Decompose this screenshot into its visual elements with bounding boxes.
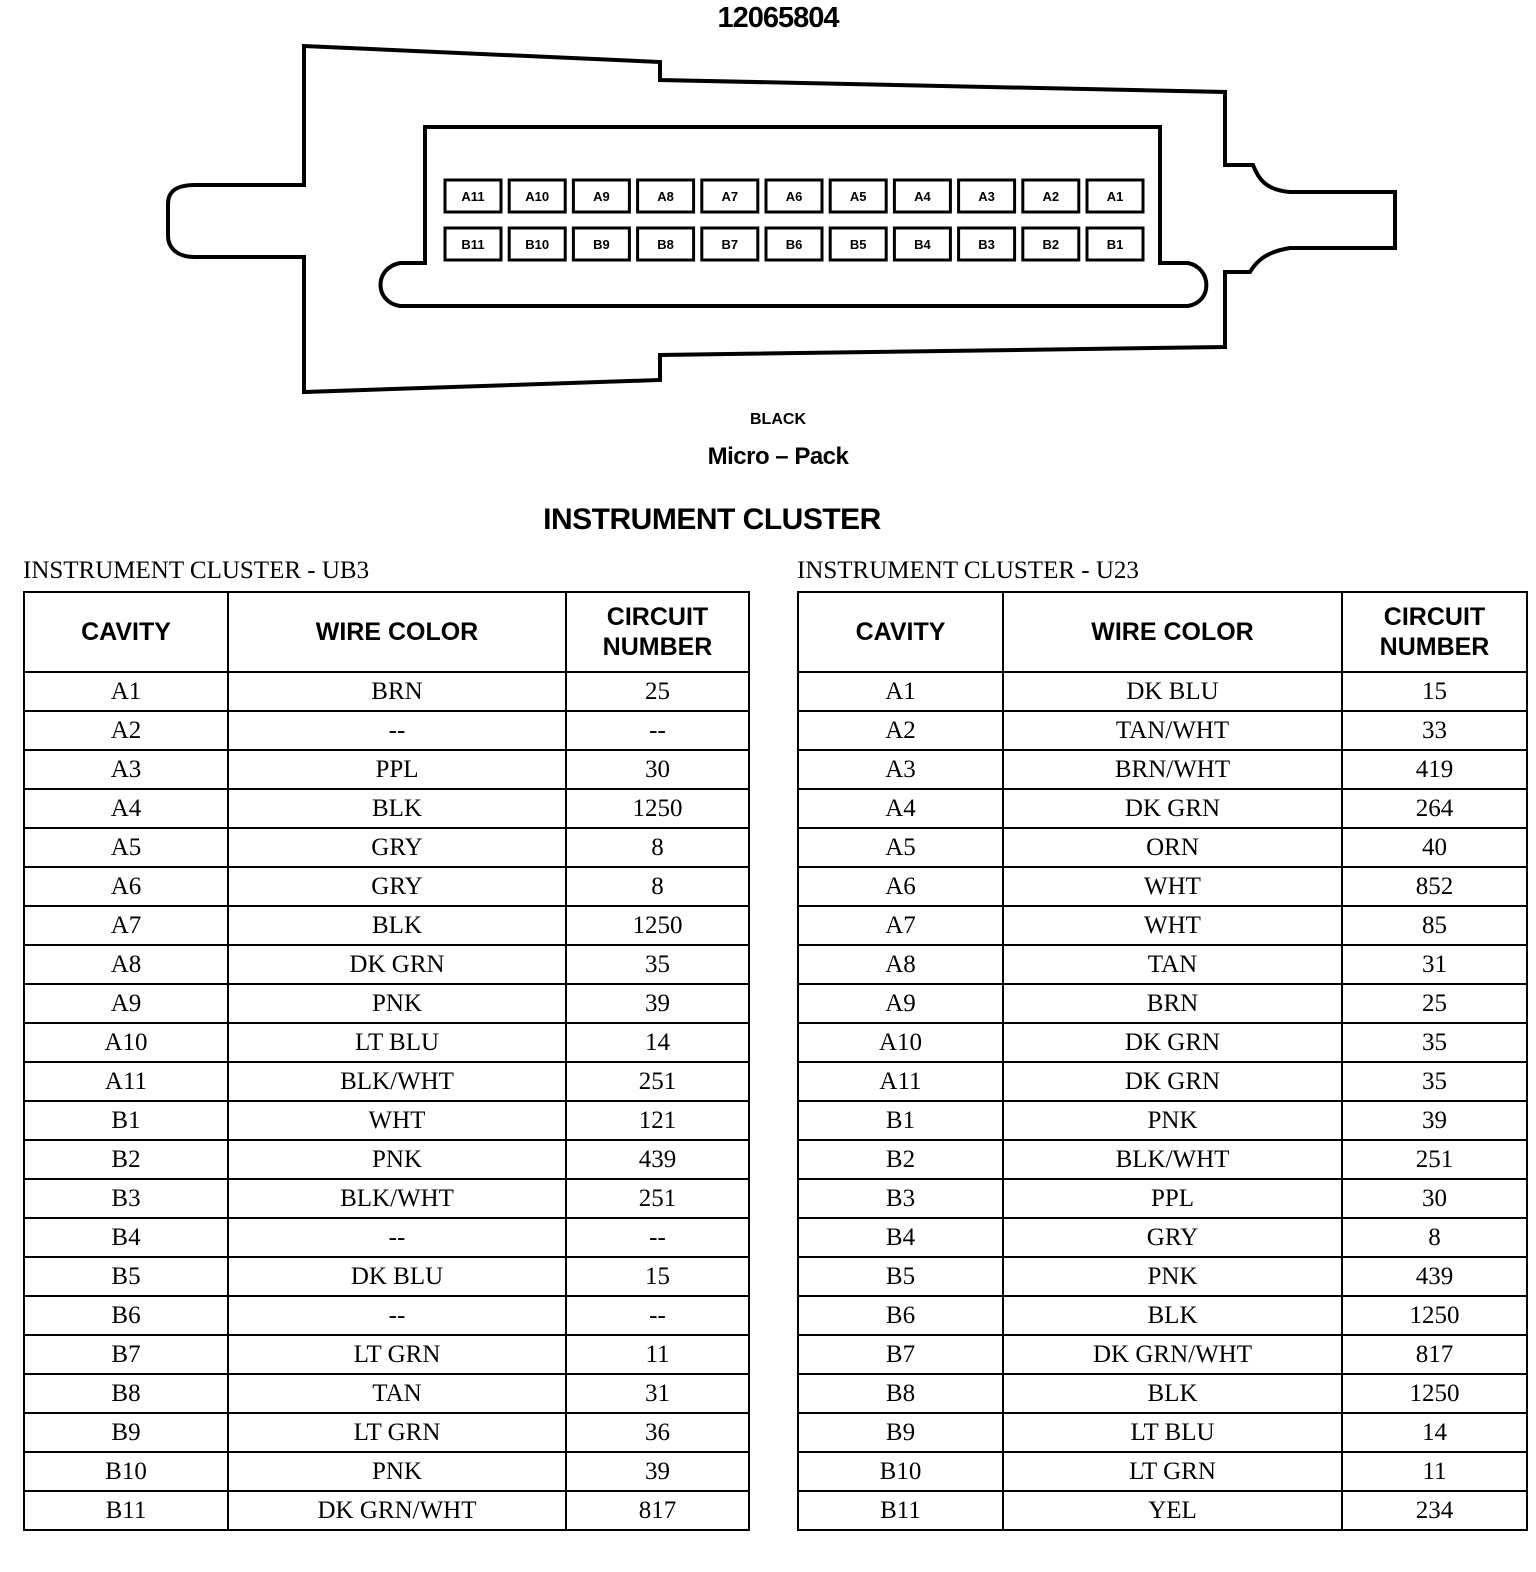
table-row — [798, 945, 1527, 984]
cavity-cell: B10 — [798, 1452, 1003, 1491]
circuit-number-cell: 30 — [566, 750, 749, 789]
pinout-table-ub3 — [23, 591, 750, 1531]
circuit-number-cell: 8 — [1342, 1218, 1527, 1257]
pin-label: B8 — [657, 237, 674, 252]
wire-color-cell: DK GRN/WHT — [228, 1491, 566, 1530]
wire-color-cell: PNK — [228, 1452, 566, 1491]
connector-color: BLACK — [750, 411, 806, 428]
cavity-cell: B6 — [24, 1296, 228, 1335]
cavity-cell: B8 — [24, 1374, 228, 1413]
cavity-cell: A4 — [798, 789, 1003, 828]
wire-color-cell: -- — [228, 1218, 566, 1257]
cavity-cell: A9 — [798, 984, 1003, 1023]
cavity-cell: B2 — [24, 1140, 228, 1179]
table-row — [24, 984, 749, 1023]
table-row — [798, 711, 1527, 750]
table-row — [798, 984, 1527, 1023]
cavity-cell: A6 — [798, 867, 1003, 906]
table-row — [798, 1296, 1527, 1335]
circuit-number-cell: 35 — [1342, 1023, 1527, 1062]
part-number: 12065804 — [717, 2, 839, 34]
wire-color-cell: GRY — [228, 867, 566, 906]
header-cavity: CAVITY — [798, 592, 1003, 672]
table-row — [24, 1179, 749, 1218]
table-row — [798, 1374, 1527, 1413]
pin-label: B1 — [1106, 237, 1124, 252]
wire-color-cell: DK GRN/WHT — [1003, 1335, 1342, 1374]
table-row — [798, 1140, 1527, 1179]
table-row — [24, 1374, 749, 1413]
wire-color-cell: PPL — [228, 750, 566, 789]
wire-color-cell: BLK — [228, 789, 566, 828]
wire-color-cell: BLK/WHT — [228, 1179, 566, 1218]
table-row — [798, 1452, 1527, 1491]
pin-label: A5 — [849, 189, 867, 204]
connector-cavity — [381, 127, 1207, 306]
wire-color-cell: PNK — [1003, 1101, 1342, 1140]
cavity-cell: A7 — [798, 906, 1003, 945]
pin-label: A11 — [461, 189, 485, 204]
cavity-cell: B11 — [798, 1491, 1003, 1530]
connector-type: Micro – Pack — [707, 443, 849, 470]
wire-color-cell: -- — [228, 1296, 566, 1335]
header-wire-color: WIRE COLOR — [228, 592, 566, 672]
circuit-number-cell: 14 — [566, 1023, 749, 1062]
wire-color-cell: LT BLU — [228, 1023, 566, 1062]
cavity-cell: A10 — [24, 1023, 228, 1062]
wire-color-cell: TAN — [1003, 945, 1342, 984]
cavity-cell: A10 — [798, 1023, 1003, 1062]
header-wire-color: WIRE COLOR — [1003, 592, 1342, 672]
circuit-number-cell: 33 — [1342, 711, 1527, 750]
circuit-number-cell: -- — [566, 1296, 749, 1335]
table-row — [798, 867, 1527, 906]
wire-color-cell: GRY — [228, 828, 566, 867]
pin-label: B4 — [914, 237, 931, 252]
circuit-number-cell: 30 — [1342, 1179, 1527, 1218]
header-circuit-number: CIRCUIT NUMBER — [566, 592, 749, 672]
wire-color-cell: PNK — [228, 984, 566, 1023]
cavity-cell: B11 — [24, 1491, 228, 1530]
cavity-cell: A4 — [24, 789, 228, 828]
circuit-number-cell: 852 — [1342, 867, 1527, 906]
wire-color-cell: -- — [228, 711, 566, 750]
table-row — [24, 789, 749, 828]
circuit-number-cell: 25 — [566, 672, 749, 711]
pin-label: A6 — [785, 189, 803, 204]
circuit-number-cell: 251 — [1342, 1140, 1527, 1179]
circuit-number-cell: 15 — [566, 1257, 749, 1296]
cavity-cell: B6 — [798, 1296, 1003, 1335]
pin-label: A3 — [978, 189, 995, 204]
cavity-cell: A8 — [24, 945, 228, 984]
circuit-number-cell: 40 — [1342, 828, 1527, 867]
cavity-cell: B1 — [798, 1101, 1003, 1140]
table-row — [798, 1179, 1527, 1218]
wire-color-cell: LT GRN — [1003, 1452, 1342, 1491]
circuit-number-cell: 39 — [566, 984, 749, 1023]
circuit-number-cell: 11 — [1342, 1452, 1527, 1491]
table-row — [24, 750, 749, 789]
cavity-cell: A7 — [24, 906, 228, 945]
cavity-cell: A11 — [24, 1062, 228, 1101]
wire-color-cell: DK GRN — [228, 945, 566, 984]
pin-label: B11 — [461, 237, 485, 252]
table-row — [24, 672, 749, 711]
table-row — [24, 1335, 749, 1374]
table-row — [24, 1023, 749, 1062]
table-header-row — [798, 592, 1527, 672]
circuit-number-cell: 234 — [1342, 1491, 1527, 1530]
cavity-cell: A2 — [24, 711, 228, 750]
table-row — [798, 1335, 1527, 1374]
circuit-number-cell: 35 — [566, 945, 749, 984]
circuit-number-cell: 1250 — [566, 906, 749, 945]
cavity-cell: B4 — [798, 1218, 1003, 1257]
cavity-cell: A3 — [798, 750, 1003, 789]
cavity-cell: B1 — [24, 1101, 228, 1140]
wire-color-cell: PNK — [1003, 1257, 1342, 1296]
cavity-cell: B3 — [798, 1179, 1003, 1218]
circuit-number-cell: 35 — [1342, 1062, 1527, 1101]
table-row — [24, 1491, 749, 1530]
circuit-number-cell: 1250 — [566, 789, 749, 828]
cavity-cell: A1 — [24, 672, 228, 711]
table-title-ub3: INSTRUMENT CLUSTER - UB3 — [23, 557, 370, 584]
wire-color-cell: BLK — [1003, 1374, 1342, 1413]
cavity-cell: B5 — [24, 1257, 228, 1296]
wire-color-cell: TAN/WHT — [1003, 711, 1342, 750]
circuit-number-cell: 15 — [1342, 672, 1527, 711]
circuit-number-cell: 439 — [566, 1140, 749, 1179]
cavity-cell: B8 — [798, 1374, 1003, 1413]
table-row — [798, 1491, 1527, 1530]
pin-label: A2 — [1042, 189, 1060, 204]
header-circuit-number: CIRCUIT NUMBER — [1342, 592, 1527, 672]
connector-diagram — [0, 0, 1536, 410]
wire-color-cell: YEL — [1003, 1491, 1342, 1530]
wire-color-cell: TAN — [228, 1374, 566, 1413]
pin-label: A1 — [1106, 189, 1124, 204]
table-row — [24, 945, 749, 984]
wire-color-cell: LT GRN — [228, 1413, 566, 1452]
wire-color-cell: DK GRN — [1003, 789, 1342, 828]
cavity-cell: B2 — [798, 1140, 1003, 1179]
table-row — [24, 828, 749, 867]
table-row — [798, 1257, 1527, 1296]
table-row — [798, 1023, 1527, 1062]
circuit-number-cell: 1250 — [1342, 1296, 1527, 1335]
wire-color-cell: WHT — [228, 1101, 566, 1140]
table-title-u23: INSTRUMENT CLUSTER - U23 — [797, 557, 1139, 584]
table-row — [24, 1062, 749, 1101]
circuit-number-cell: 31 — [566, 1374, 749, 1413]
cavity-cell: A11 — [798, 1062, 1003, 1101]
wire-color-cell: DK GRN — [1003, 1023, 1342, 1062]
pin-label: B6 — [785, 237, 803, 252]
table-row — [798, 1101, 1527, 1140]
pin-label: B5 — [849, 237, 867, 252]
cavity-cell: A3 — [24, 750, 228, 789]
table-row — [24, 1413, 749, 1452]
table-row — [24, 1296, 749, 1335]
wire-color-cell: BLK — [1003, 1296, 1342, 1335]
table-row — [798, 789, 1527, 828]
circuit-number-cell: 11 — [566, 1335, 749, 1374]
wire-color-cell: ORN — [1003, 828, 1342, 867]
circuit-number-cell: 36 — [566, 1413, 749, 1452]
wire-color-cell: BLK/WHT — [1003, 1140, 1342, 1179]
table-row — [24, 1257, 749, 1296]
table-row — [24, 867, 749, 906]
table-row — [24, 711, 749, 750]
cavity-cell: B4 — [24, 1218, 228, 1257]
cavity-cell: B7 — [24, 1335, 228, 1374]
circuit-number-cell: 251 — [566, 1179, 749, 1218]
table-row — [798, 1062, 1527, 1101]
circuit-number-cell: 39 — [566, 1452, 749, 1491]
pin-label: B10 — [525, 237, 550, 252]
cavity-cell: A9 — [24, 984, 228, 1023]
wire-color-cell: BLK/WHT — [228, 1062, 566, 1101]
wire-color-cell: LT BLU — [1003, 1413, 1342, 1452]
table-row — [798, 1218, 1527, 1257]
circuit-number-cell: 1250 — [1342, 1374, 1527, 1413]
pin-label: A9 — [593, 189, 610, 204]
pin-label: A10 — [525, 189, 550, 204]
pin-label: A4 — [914, 189, 931, 204]
cavity-cell: B7 — [798, 1335, 1003, 1374]
circuit-number-cell: 31 — [1342, 945, 1527, 984]
wire-color-cell: WHT — [1003, 867, 1342, 906]
circuit-number-cell: -- — [566, 1218, 749, 1257]
cavity-cell: A2 — [798, 711, 1003, 750]
table-row — [24, 906, 749, 945]
circuit-number-cell: 121 — [566, 1101, 749, 1140]
cavity-cell: B9 — [798, 1413, 1003, 1452]
table-row — [24, 1218, 749, 1257]
pin-label: B9 — [593, 237, 610, 252]
circuit-number-cell: 39 — [1342, 1101, 1527, 1140]
circuit-number-cell: 8 — [566, 828, 749, 867]
circuit-number-cell: 419 — [1342, 750, 1527, 789]
cavity-cell: B10 — [24, 1452, 228, 1491]
circuit-number-cell: 264 — [1342, 789, 1527, 828]
wire-color-cell: BLK — [228, 906, 566, 945]
pin-label: B7 — [721, 237, 739, 252]
cavity-cell: A5 — [24, 828, 228, 867]
cavity-cell: B3 — [24, 1179, 228, 1218]
table-row — [798, 672, 1527, 711]
wire-color-cell: LT GRN — [228, 1335, 566, 1374]
wire-color-cell: GRY — [1003, 1218, 1342, 1257]
circuit-number-cell: 8 — [566, 867, 749, 906]
wire-color-cell: WHT — [1003, 906, 1342, 945]
circuit-number-cell: 251 — [566, 1062, 749, 1101]
header-cavity: CAVITY — [24, 592, 228, 672]
table-row — [24, 1452, 749, 1491]
circuit-number-cell: 439 — [1342, 1257, 1527, 1296]
table-row — [798, 750, 1527, 789]
table-row — [798, 906, 1527, 945]
pinout-table-u23 — [797, 591, 1528, 1531]
wire-color-cell: DK GRN — [1003, 1062, 1342, 1101]
circuit-number-cell: -- — [566, 711, 749, 750]
pin-label: B2 — [1042, 237, 1060, 252]
pin-label: A7 — [721, 189, 739, 204]
pin-label: B3 — [978, 237, 995, 252]
pin-label: A8 — [657, 189, 674, 204]
circuit-number-cell: 817 — [566, 1491, 749, 1530]
wire-color-cell: DK BLU — [228, 1257, 566, 1296]
cavity-cell: B9 — [24, 1413, 228, 1452]
table-header-row — [24, 592, 749, 672]
circuit-number-cell: 85 — [1342, 906, 1527, 945]
wire-color-cell: PPL — [1003, 1179, 1342, 1218]
cavity-cell: A1 — [798, 672, 1003, 711]
table-row — [24, 1140, 749, 1179]
circuit-number-cell: 25 — [1342, 984, 1527, 1023]
cavity-cell: A8 — [798, 945, 1003, 984]
wire-color-cell: BRN/WHT — [1003, 750, 1342, 789]
table-row — [798, 828, 1527, 867]
wire-color-cell: BRN — [1003, 984, 1342, 1023]
wire-color-cell: BRN — [228, 672, 566, 711]
section-title: INSTRUMENT CLUSTER — [543, 503, 881, 536]
wire-color-cell: DK BLU — [1003, 672, 1342, 711]
cavity-cell: A6 — [24, 867, 228, 906]
cavity-cell: A5 — [798, 828, 1003, 867]
wire-color-cell: PNK — [228, 1140, 566, 1179]
connector-outline — [168, 46, 1395, 392]
table-row — [24, 1101, 749, 1140]
table-row — [798, 1413, 1527, 1452]
circuit-number-cell: 14 — [1342, 1413, 1527, 1452]
circuit-number-cell: 817 — [1342, 1335, 1527, 1374]
cavity-cell: B5 — [798, 1257, 1003, 1296]
